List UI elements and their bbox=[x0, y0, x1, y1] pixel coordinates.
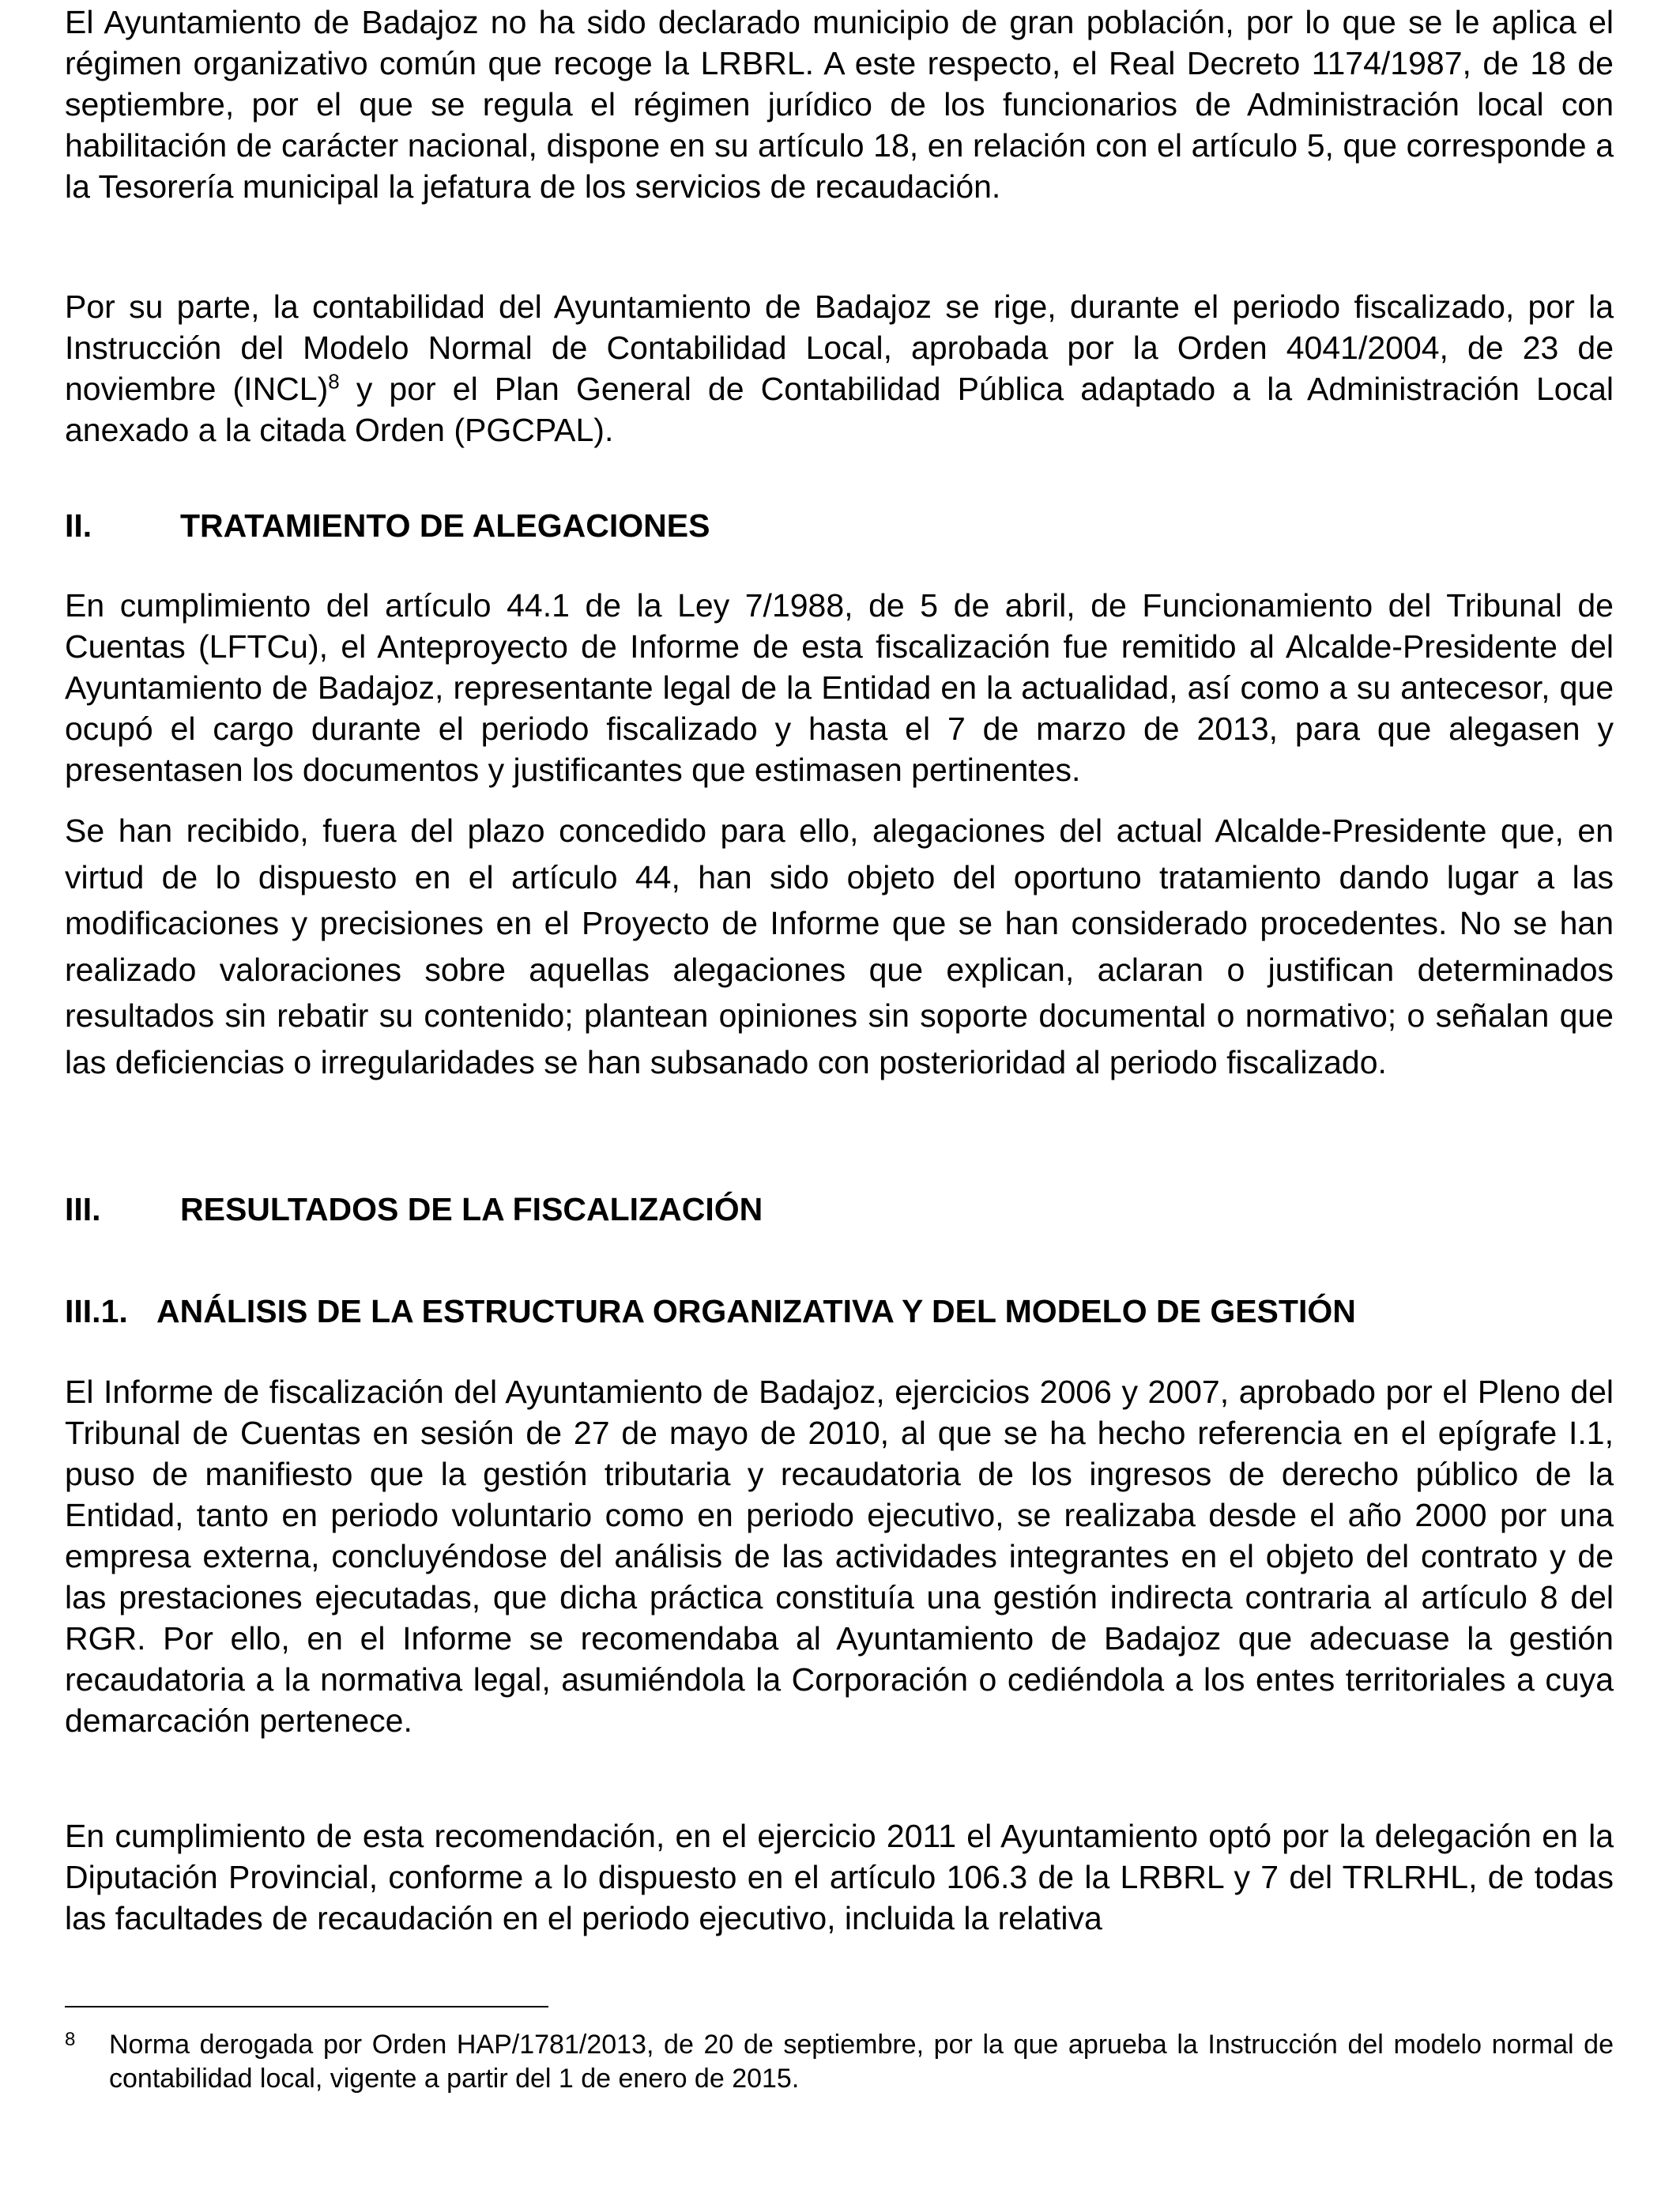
section-number: III. bbox=[65, 1191, 101, 1227]
section-heading-ii bbox=[65, 505, 710, 546]
footnote bbox=[65, 2028, 1614, 2096]
section-number: III.1. bbox=[65, 1293, 128, 1329]
paragraph-allegations-procedure: En cumplimiento del artículo 44.1 de la Ley 7/1988, de 5 de abril, de Funcionamiento del Tribunal de Cuentas (LFTCu), el Anteproyecto de Informe de esta fiscalización fue remitido al Alcalde-Presidente del Ayuntamiento de Badajoz, representante legal de la Entidad en la actualidad, así como a su antecesor, que ocupó el cargo durante el periodo fiscalizado y hasta el 7 de marzo de 2013, para que alegasen y presentasen los documentos y justificantes que estimasen pertinentes. bbox=[65, 587, 1614, 788]
paragraph-organizational-regime: El Ayuntamiento de Badajoz no ha sido declarado municipio de gran población, por lo que se le aplica el régimen organizativo común que recoge la LRBRL. A este respecto, el Real Decreto 1174/1987, de 18 de septiembre, por el que se regula el régimen jurídico de los funcionarios de Administración local con habilitación de carácter nacional, dispone en su artículo 18, en relación con el artículo 5, que corresponde a la Tesorería municipal la jefatura de los servicios de recaudación. bbox=[65, 4, 1614, 205]
footnote-text: Norma derogada por Orden HAP/1781/2013, de 20 de septiembre, por la que aprueba la Instrucción del modelo normal de contabilidad local, vigente a partir del 1 de enero de 2015. bbox=[109, 2030, 1614, 2094]
section-title: TRATAMIENTO DE ALEGACIONES bbox=[180, 507, 710, 544]
section-number: II. bbox=[65, 507, 92, 544]
section-title: RESULTADOS DE LA FISCALIZACIÓN bbox=[180, 1191, 763, 1227]
paragraph-text: y por el Plan General de Contabilidad Pública adaptado a la Administración Local anexado a la citada Orden (PGCPAL). bbox=[65, 371, 1614, 448]
paragraph-allegations-received: Se han recibido, fuera del plazo concedido para ello, alegaciones del actual Alcalde-Presidente que, en virtud de lo dispuesto en el artículo 44, han sido objeto del oportuno tratamiento dando lugar a las modificaciones y precisiones en el Proyecto de Informe que se han considerado procedentes. No se han realizado valoraciones sobre aquellas alegaciones que explican, aclaran o justifican determinados resultados sin rebatir su contenido; plantean opiniones sin soporte documental o normativo; o señalan que las deficiencias o irregularidades se han subsanado con posterioridad al periodo fiscalizado. bbox=[65, 812, 1614, 1080]
paragraph-text: Por su parte, la contabilidad del Ayuntamiento de Badajoz se rige, durante el periodo fiscalizado, por la Instrucción del Modelo Normal de Contabilidad Local, aprobada por la Orden 4041/2004, de 23 de noviembre (INCL) bbox=[65, 288, 1614, 407]
footnote-reference: 8 bbox=[328, 369, 340, 394]
section-heading-iii-1 bbox=[65, 1291, 1356, 1332]
section-heading-iii bbox=[65, 1189, 763, 1230]
paragraph-recommendation-compliance: En cumplimiento de esta recomendación, en el ejercicio 2011 el Ayuntamiento optó por la delegación en la Diputación Provincial, conforme a lo dispuesto en el artículo 106.3 de la LRBRL y 7 del TRLRHL, de todas las facultades de recaudación en el periodo ejecutivo, incluida la relativa bbox=[65, 1818, 1614, 1936]
footnote-divider bbox=[65, 2006, 548, 2007]
footnote-mark: 8 bbox=[65, 2029, 76, 2050]
section-title: ANÁLISIS DE LA ESTRUCTURA ORGANIZATIVA Y DEL MODELO DE GESTIÓN bbox=[156, 1293, 1356, 1329]
paragraph-previous-report: El Informe de fiscalización del Ayuntamiento de Badajoz, ejercicios 2006 y 2007, aprobado por el Pleno del Tribunal de Cuentas en sesión de 27 de mayo de 2010, al que se ha hecho referencia en el epígrafe I.1, puso de manifiesto que la gestión tributaria y recaudatoria de los ingresos de derecho público de la Entidad, tanto en periodo voluntario como en periodo ejecutivo, se realizaba desde el año 2000 por una empresa externa, concluyéndose del análisis de las actividades integrantes en el objeto del contrato y de las prestaciones ejecutadas, que dicha práctica constituía una gestión indirecta contraria al artículo 8 del RGR. Por ello, en el Informe se recomendaba al Ayuntamiento de Badajoz que adecuase la gestión recaudatoria a la normativa legal, asumiéndola la Corporación o cediéndola a los entes territoriales a cuya demarcación pertenece. bbox=[65, 1374, 1614, 1739]
paragraph-accounting-rules bbox=[65, 286, 1614, 450]
